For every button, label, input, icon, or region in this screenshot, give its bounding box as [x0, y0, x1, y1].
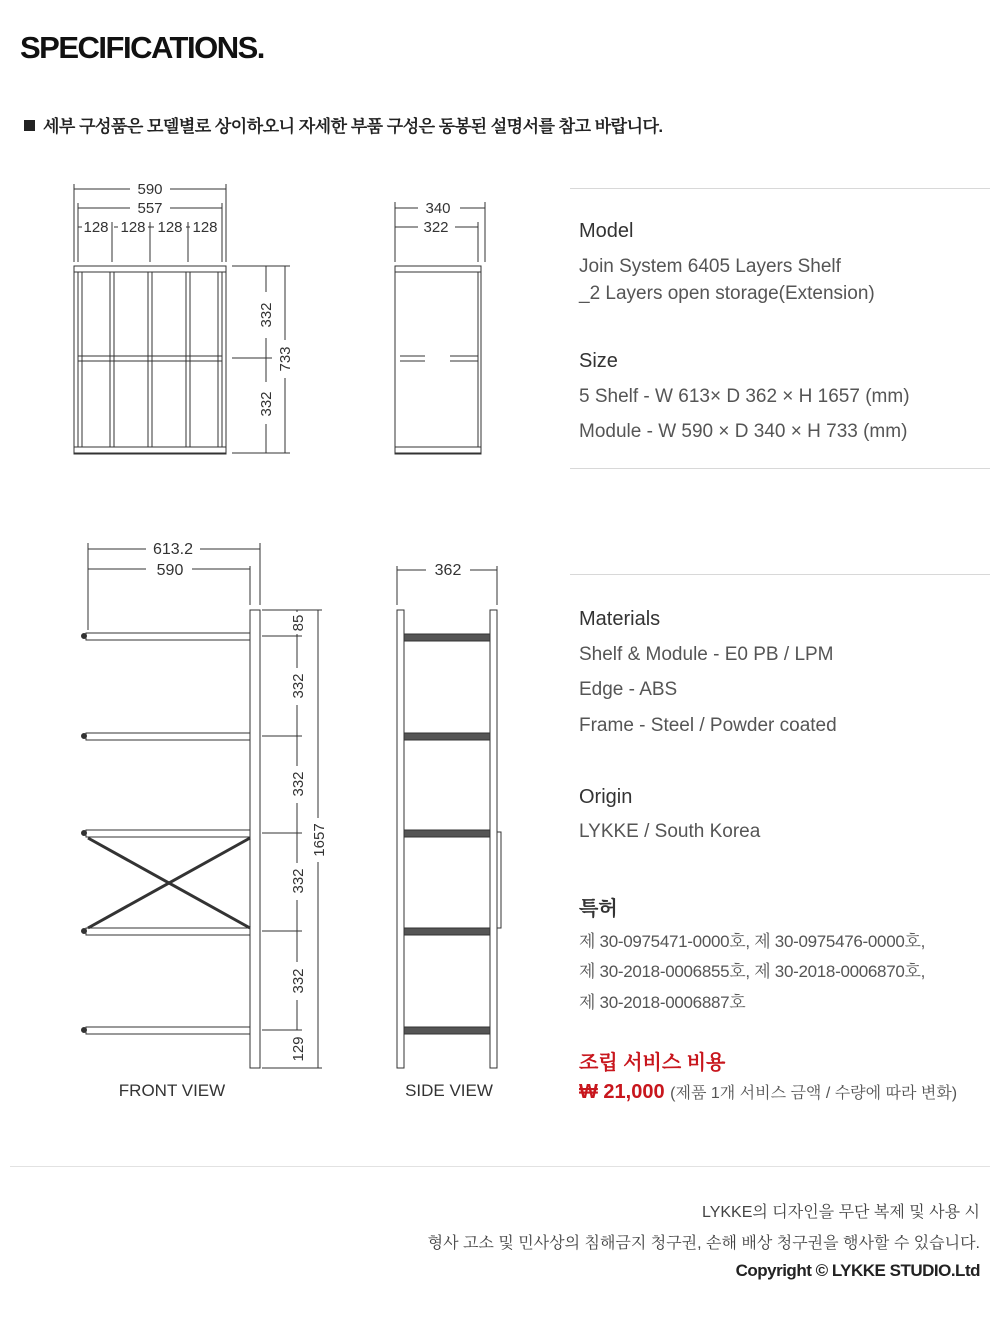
- shelf-front-view: [82, 543, 323, 1068]
- materials-line-2: Edge - ABS: [579, 679, 678, 700]
- patent-line-2: 제 30-2018-0006855호, 제 30-2018-0006870호,: [579, 962, 926, 981]
- dim-module-cell-2: 128: [120, 219, 146, 236]
- dim-module-inner-width: 557: [137, 200, 163, 217]
- size-heading: Size: [579, 350, 618, 372]
- dim-module-cell-1: 128: [83, 219, 109, 236]
- model-line-1: Join System 6405 Layers Shelf: [579, 256, 841, 277]
- dim-shelf-height-total: 1657: [311, 823, 328, 857]
- divider: [570, 574, 990, 575]
- model-line-2: _2 Layers open storage(Extension): [579, 283, 875, 304]
- copyright: Copyright © LYKKE STUDIO.Ltd: [735, 1261, 980, 1280]
- shelf-side-view-label: SIDE VIEW: [405, 1081, 493, 1100]
- dim-shelf-h6: 129: [290, 1036, 307, 1062]
- dim-module-side-inner: 322: [423, 219, 449, 236]
- notice-text: 세부 구성품은 모델별로 상이하오니 자세한 부품 구성은 동봉된 설명서를 참고 바랍니다.: [43, 117, 663, 136]
- patent-line-3: 제 30-2018-0006887호: [579, 993, 746, 1012]
- dim-module-cell-3: 128: [157, 219, 183, 236]
- price-value: ₩ 21,000: [579, 1081, 665, 1103]
- page-title: SPECIFICATIONS.: [20, 30, 264, 65]
- patent-line-1: 제 30-0975471-0000호, 제 30-0975476-0000호,: [579, 932, 926, 951]
- service-heading: 조립 서비스 비용: [579, 1052, 726, 1074]
- dim-shelf-inner-width: 590: [156, 562, 184, 579]
- shelf-side-view: [397, 566, 501, 1068]
- module-side-view: [395, 202, 485, 454]
- footer-line-1: LYKKE의 디자인을 무단 복제 및 사용 시: [702, 1204, 980, 1221]
- dim-module-side-overall: 340: [425, 200, 451, 217]
- footer-divider: [10, 1166, 990, 1167]
- materials-line-1: Shelf & Module - E0 PB / LPM: [579, 644, 834, 665]
- divider: [570, 468, 990, 469]
- service-price: [579, 1080, 957, 1104]
- patent-heading: 특허: [579, 898, 618, 920]
- price-note: (제품 1개 서비스 금액 / 수량에 따라 변화): [670, 1085, 958, 1102]
- dim-shelf-overall-width: 613.2: [152, 541, 194, 558]
- dim-shelf-h1: 85: [290, 614, 307, 632]
- dim-module-height-bottom: 332: [258, 391, 275, 417]
- origin-line: LYKKE / South Korea: [579, 821, 761, 842]
- origin-heading: Origin: [579, 786, 633, 808]
- dim-module-height-total: 733: [277, 346, 294, 372]
- materials-heading: Materials: [579, 608, 661, 630]
- dim-shelf-h5: 332: [290, 968, 307, 994]
- dim-module-overall-width: 590: [137, 181, 163, 198]
- shelf-front-view-label: FRONT VIEW: [118, 1081, 226, 1100]
- dim-module-cell-4: 128: [192, 219, 218, 236]
- divider: [570, 188, 990, 189]
- materials-line-3: Frame - Steel / Powder coated: [579, 715, 837, 736]
- dim-shelf-h4: 332: [290, 868, 307, 894]
- model-heading: Model: [579, 220, 634, 242]
- size-line-2: Module - W 590 × D 340 × H 733 (mm): [579, 421, 908, 442]
- size-line-1: 5 Shelf - W 613× D 362 × H 1657 (mm): [579, 386, 910, 407]
- dim-shelf-depth: 362: [434, 562, 462, 579]
- dim-module-height-top: 332: [258, 302, 275, 328]
- dim-shelf-h2: 332: [290, 673, 307, 699]
- dim-shelf-h3: 332: [290, 771, 307, 797]
- footer-line-2: 형사 고소 및 민사상의 침해금지 청구권, 손해 배상 청구권을 행사할 수 있습니다.: [427, 1235, 980, 1252]
